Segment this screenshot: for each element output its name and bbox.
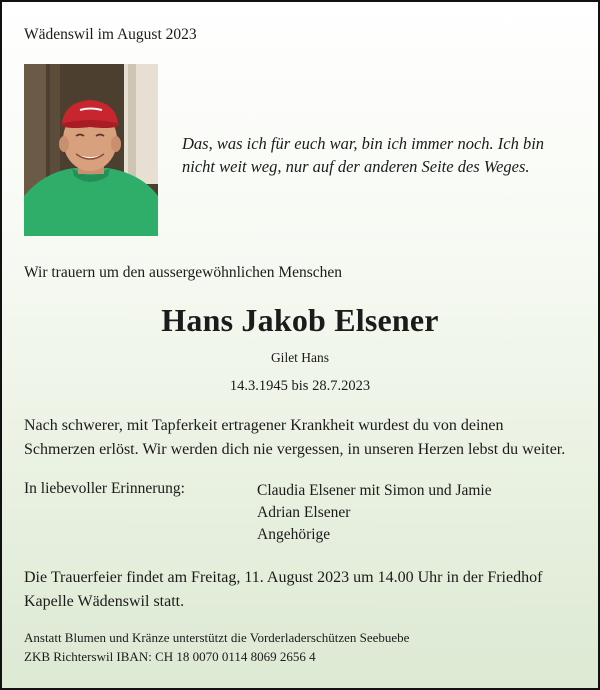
mourners-list — [257, 480, 492, 546]
deceased-name: Hans Jakob Elsener — [161, 302, 439, 338]
portrait-illustration — [24, 64, 158, 236]
place-date: Wädenswil im August 2023 — [24, 26, 197, 43]
obituary-text — [24, 414, 584, 462]
memory-label: In liebevoller Erinnerung: — [24, 480, 185, 497]
donation-info-line: Anstatt Blumen und Kränze unterstützt die Vorderladerschützen Seebuebe — [24, 630, 410, 645]
quote-line: nicht weit weg, nur auf der anderen Seite des Weges. — [182, 157, 530, 176]
portrait-photo — [24, 64, 158, 236]
funeral-info — [24, 566, 584, 614]
quote-line: Das, was ich für euch war, bin ich immer noch. Ich bin — [182, 134, 545, 153]
mourning-intro: Wir trauern um den aussergewöhnlichen Menschen — [24, 264, 343, 281]
obituary-text-line: Schmerzen erlöst. Wir werden dich nie vergessen, in unseren Herzen lebst du weiter. — [24, 441, 566, 458]
nickname: Gilet Hans — [270, 350, 330, 365]
funeral-info-line: Kapelle Wädenswil statt. — [24, 593, 185, 610]
donation-info — [24, 628, 409, 666]
donation-iban: ZKB Richterswil IBAN: CH 18 0070 0114 8069 2656 4 — [24, 649, 316, 664]
mourner-entry: Adrian Elsener — [257, 504, 351, 521]
mourner-entry: Claudia Elsener mit Simon und Jamie — [257, 482, 492, 499]
obituary-text-line: Nach schwerer, mit Tapferkeit ertragener Krankheit wurdest du von deinen — [24, 417, 504, 434]
mourner-entry: Angehörige — [257, 526, 331, 543]
memorial-quote — [182, 132, 582, 178]
funeral-info-line: Die Trauerfeier findet am Freitag, 11. August 2023 um 14.00 Uhr in der Friedhof — [24, 569, 543, 586]
life-dates: 14.3.1945 bis 28.7.2023 — [229, 378, 371, 394]
